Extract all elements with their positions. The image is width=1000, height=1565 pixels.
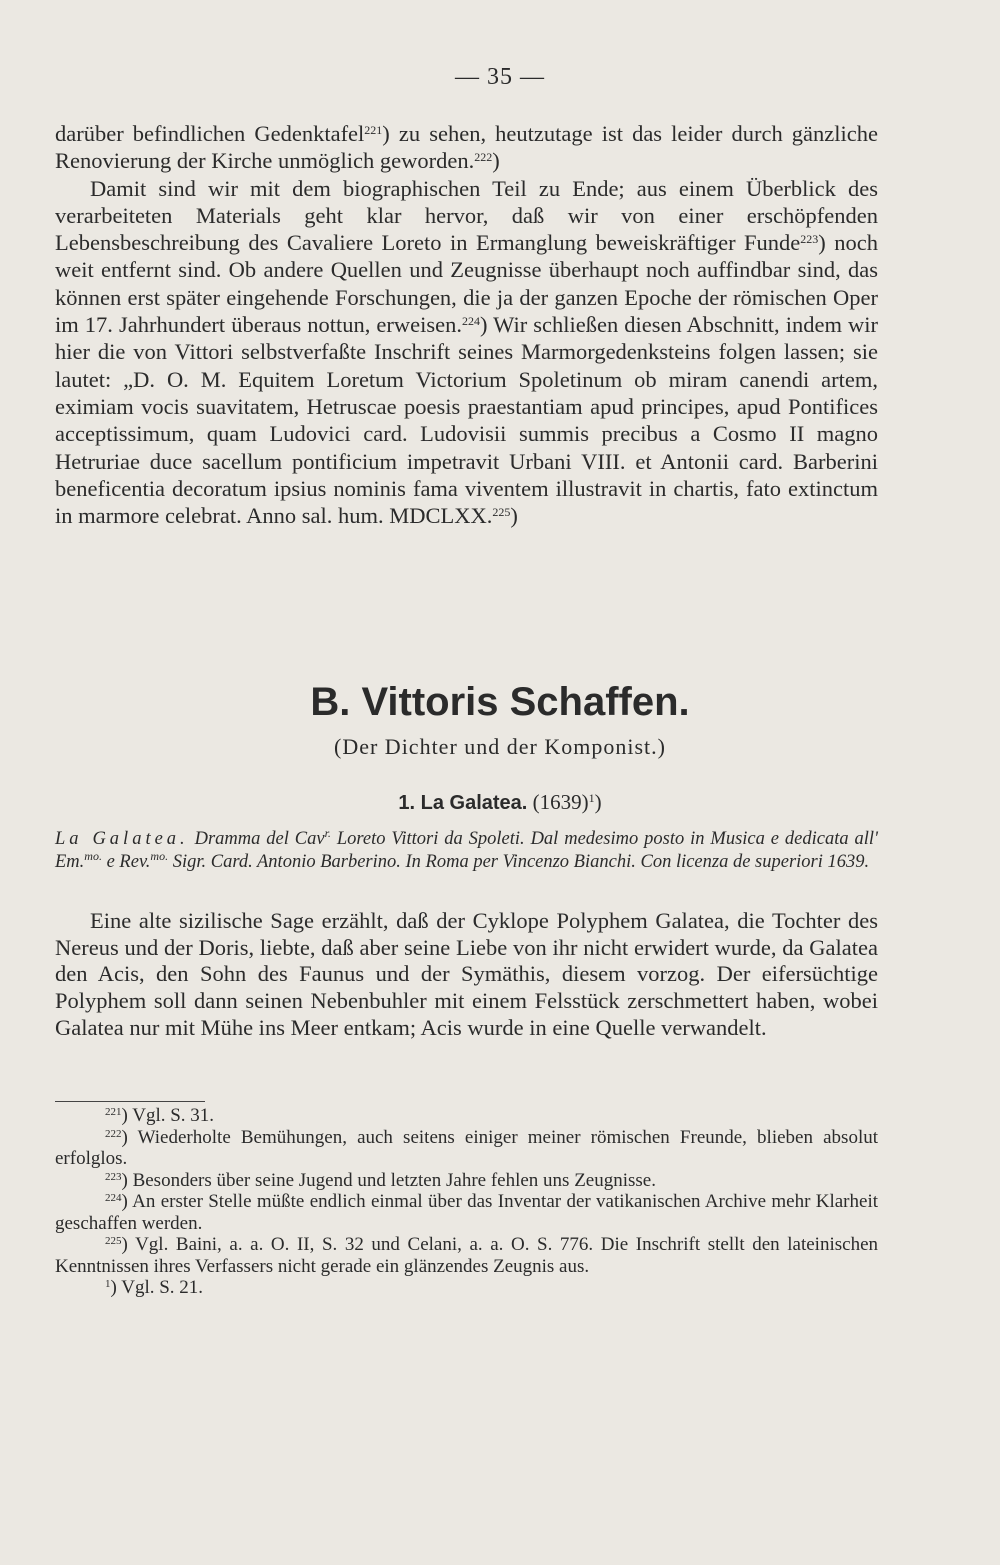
footnote	[55, 1127, 878, 1170]
footnote-number: 223	[105, 1170, 122, 1183]
text-run: )	[510, 503, 518, 529]
footnote-number: 221	[105, 1106, 122, 1118]
superscript-abbrev: r.	[324, 826, 331, 840]
footnote-text: ) Besonders über seine Jugend und letzten Jahre fehlen uns Zeugnisse.	[121, 1169, 656, 1191]
main-text	[55, 120, 878, 529]
footnote-ref-224[interactable]: 224	[462, 314, 480, 329]
footnote-ref-221[interactable]: 221	[364, 123, 383, 137]
paragraph-1	[55, 120, 878, 175]
page-number: — 35 —	[455, 64, 545, 90]
footnote-number: 1	[105, 1278, 111, 1290]
footnote-text: ) An erster Stelle müßte endlich einmal über das Inventar der vatikanischen Archive mehr Klarheit geschaffen werden.	[55, 1191, 878, 1234]
paragraph-3: Eine alte sizilische Sage erzählt, daß der Cyklope Polyphem Galatea, die Tochter des Nereus und der Doris, liebte, daß aber seine Liebe von ihr nicht erwidert wurde, da Galatea den Acis, den Sohn des Faunus und der Symäthis, diesem vorzog. Der eifersüchtige Polyphem soll dann seinen Nebenbuhler mit einem Felsstück zerschmettert haben, wobei Galatea nur mit Mühe ins Meer entkam; Acis wurde in eine Quelle verwandelt.	[55, 908, 878, 1040]
footnote-ref-222[interactable]: 222	[474, 150, 493, 165]
section-title	[0, 790, 1000, 815]
text-run: Loreto Vittori da Spoleti. Dal medesimo posto in Musica e dedicata all' Em.	[55, 829, 879, 872]
paragraph-2	[55, 175, 878, 530]
footnote	[55, 1170, 878, 1192]
text-run: darüber befindlichen Gedenktafel	[55, 121, 365, 146]
footnote-text: ) Wiederholte Bemühungen, auch seitens einiger meiner römischen Freunde, blieben absolut erfolglos.	[55, 1126, 878, 1169]
footnote	[55, 1277, 878, 1299]
chapter-heading: B. Vittoris Schaffen.	[310, 680, 690, 724]
text-run: ) Wir schließen diesen Abschnitt, indem wir hier die von Vittori selbstverfaßte Inschrift seines Marmorgedenksteins folgen lassen; sie lautet: „D. O. M. Equitem Loretum Victorium Spoletinum ob miram canendi artem, eximiam vocis suavitatem, Hetruscae poesis praestantiam apud principes, apud Pontifices acceptissimum, quam Ludovici card. Ludovisii summis precibus a Cosmo II magno Hetruriae duce sacellum pontificium impetravit Urbani VIII. et Antonii card. Barberini beneficentia decoratum ipsius nominis fama viventem illustravit in chartis, fato extinctum in marmore celebrat. Anno sal. hum. MDCLXX.	[55, 312, 878, 529]
footnote-number: 225	[105, 1235, 122, 1247]
text-run: )	[492, 148, 500, 174]
text-run: Damit sind wir mit dem biographischen Teil zu Ende; aus einem Überblick des verarbeiteten Materials geht klar hervor, daß wir von einer erschöpfenden Lebensbeschreibung des Cavaliere Loreto in Ermanglung beweiskräftiger Funde	[55, 175, 878, 256]
footnote-text: ) Vgl. S. 31.	[121, 1105, 215, 1126]
footnote-text: ) Vgl. S. 21.	[110, 1277, 204, 1298]
section-title-text: 1. La Galatea.	[398, 792, 528, 814]
text-run: e Rev.	[101, 851, 151, 872]
footnote-text: ) Vgl. Baini, a. a. O. II, S. 32 und Celani, a. a. O. S. 776. Die Inschrift stellt den lateinischen Kenntnissen ihres Verfassers nicht gerade ein glänzendes Zeugnis aus.	[55, 1234, 878, 1277]
footnote-ref-1[interactable]: 1	[588, 791, 595, 805]
footnote	[55, 1191, 878, 1234]
footnote-number: 224	[105, 1192, 122, 1204]
footnotes	[55, 1105, 878, 1299]
text-run: ) noch weit entfernt sind. Ob andere Quellen und Zeugnisse überhaupt noch auffindbar sind, das können erst später eingehende Forschungen, die ja der ganzen Epoche der römischen Oper im 17. Jahrhundert überaus nottun, erweisen.	[55, 230, 878, 338]
text-run: ) zu sehen, heutzutage ist das leider durch gänzliche Renovierung der Kirche unmöglich geworden.	[55, 121, 878, 174]
text-run: )	[594, 790, 602, 814]
superscript-abbrev: mo.	[84, 848, 102, 863]
work-title: La Galatea.	[55, 829, 189, 849]
text-run: Dramma del Cav	[188, 829, 325, 849]
chapter-subheading: (Der Dichter und der Komponist.)	[334, 734, 666, 759]
section-year: (1639)	[532, 790, 589, 814]
footnote-ref-225[interactable]: 225	[492, 505, 511, 520]
footnote	[55, 1234, 878, 1277]
footnote	[55, 1105, 878, 1127]
footnote-number: 222	[105, 1127, 122, 1140]
footnote-divider	[55, 1101, 205, 1102]
superscript-abbrev: mo.	[150, 848, 169, 863]
footnote-ref-223[interactable]: 223	[800, 232, 819, 247]
text-run: Sigr. Card. Antonio Barberino. In Roma per Vincenzo Bianchi. Con licenza de superiori 1639.	[168, 851, 870, 872]
libretto-title-block	[55, 828, 878, 873]
